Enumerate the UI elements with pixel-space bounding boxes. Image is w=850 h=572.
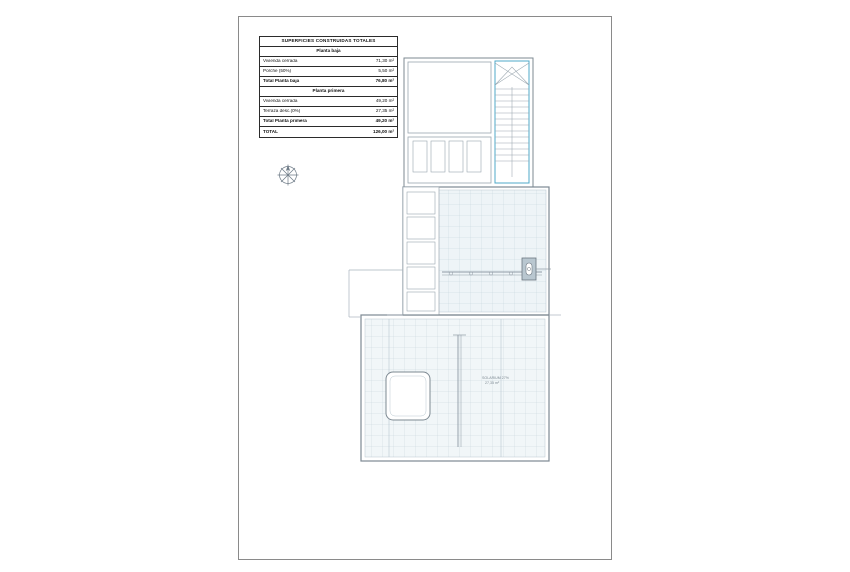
pool-solarium-block <box>361 315 549 461</box>
staircase <box>495 61 529 183</box>
upper-building-block <box>404 58 533 187</box>
row-label: TOTAL <box>263 129 278 134</box>
pool-annotation-line-2: 27,35 m² <box>485 381 500 385</box>
section-heading-label: Planta primera <box>312 88 345 94</box>
row-value: 49,20 m² <box>375 118 394 124</box>
row-value: 49,20 m² <box>375 98 394 104</box>
row-label: Total Planta baja <box>263 79 300 84</box>
row-value: 27,35 m² <box>375 108 394 114</box>
section-heading-label: Planta baja <box>316 48 341 54</box>
row-value: 126,00 m² <box>373 128 394 134</box>
exterior-shower-fixture <box>522 258 536 280</box>
row-value: 5,50 m² <box>378 68 394 74</box>
swimming-pool <box>386 372 430 420</box>
floor-plan-drawing <box>239 17 613 561</box>
table-title: SUPERFICIES CONSTRUIDAS TOTALES <box>281 38 376 44</box>
row-label: Vivienda cerrada <box>263 59 298 64</box>
row-label: Total Planta primera <box>263 119 307 124</box>
terrace-upper-block <box>403 187 551 315</box>
row-value: 76,80 m² <box>375 78 394 84</box>
row-value: 71,30 m² <box>375 58 394 64</box>
pool-annotation-line-1: SOLARIUM 27% <box>482 376 509 380</box>
row-label: Porche (50%) <box>263 69 292 74</box>
row-label: Vivienda cerrada <box>263 99 298 104</box>
drawing-sheet <box>238 16 612 560</box>
row-label: Terraza desc.(0%) <box>263 109 301 114</box>
